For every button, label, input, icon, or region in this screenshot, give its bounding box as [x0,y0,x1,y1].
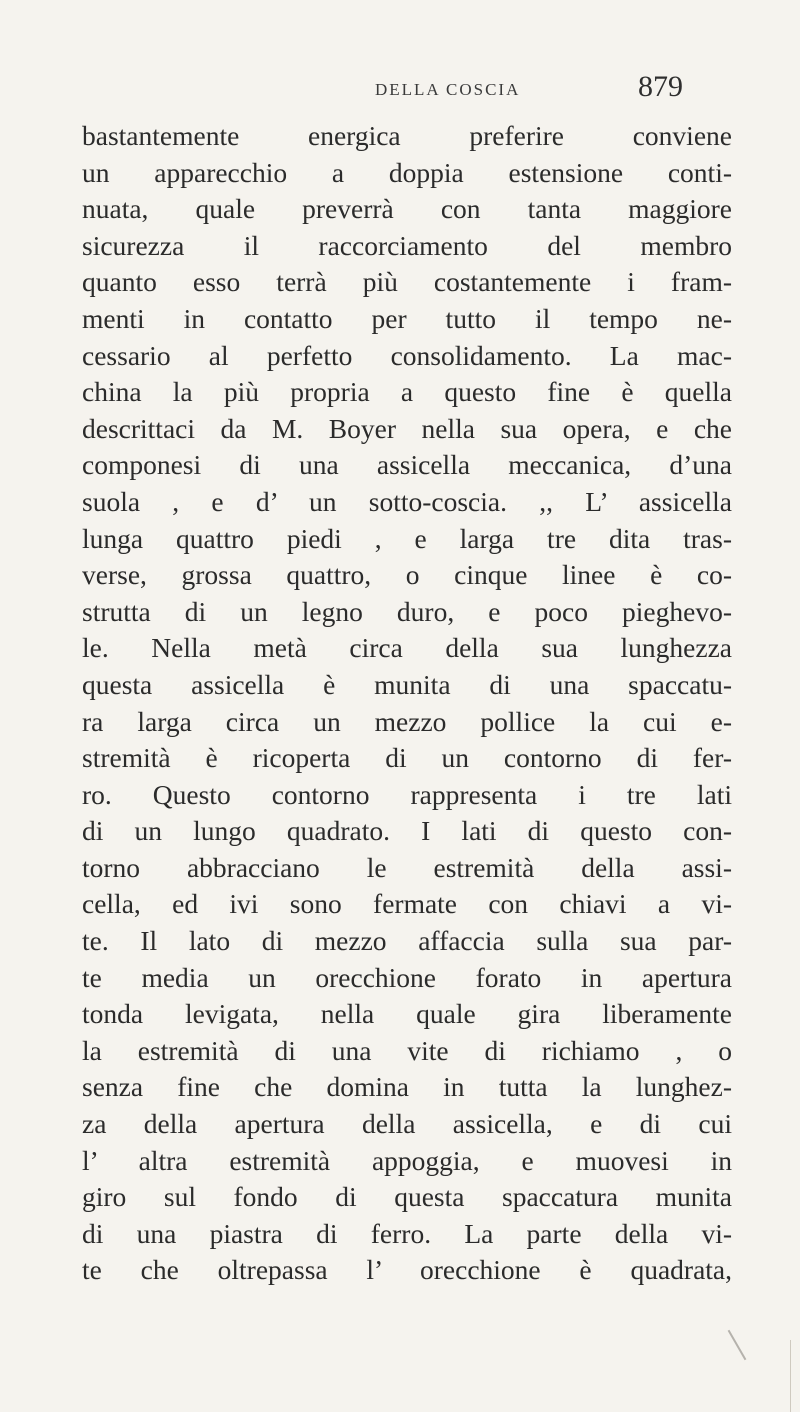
text-line: cessario al perfetto consolidamento. La mac- [82,339,732,371]
text-line: stremità è ricoperta di un contorno di fer- [82,742,732,774]
text-line: ra larga circa un mezzo pollice la cui e- [82,705,732,737]
text-line: menti in contatto per tutto il tempo ne- [82,302,732,334]
text-line: tonda levigata, nella quale gira liberamente [82,998,732,1030]
page-edge [790,1340,791,1412]
text-line: china la più propria a questo fine è quella [82,376,732,408]
text-line: l’ altra estremità appoggia, e muovesi in [82,1144,732,1176]
text-line: sicurezza il raccorciamento del membro [82,229,732,261]
text-line: giro sul fondo di questa spaccatura munita [82,1181,732,1213]
text-line: quanto esso terrà più costantemente i fram- [82,266,732,298]
text-line: descrittaci da M. Boyer nella sua opera, e che [82,412,732,444]
text-line: te che oltrepassa l’ orecchione è quadrata, [82,1254,732,1286]
text-line: la estremità di una vite di richiamo , o [82,1034,732,1066]
text-line: lunga quattro piedi , e larga tre dita tras- [82,522,732,554]
text-line: za della apertura della assicella, e di cui [82,1108,732,1140]
text-line: componesi di una assicella meccanica, d’una [82,449,732,481]
body-text [82,118,732,1289]
text-line: suola , e d’ un sotto-coscia. ,, L’ assicella [82,485,732,517]
text-line: nuata, quale preverrà con tanta maggiore [82,193,732,225]
text-line: cella, ed ivi sono fermate con chiavi a vi- [82,888,732,920]
page-number: 879 [638,70,683,103]
text-line: di una piastra di ferro. La parte della vi- [82,1217,732,1249]
text-line: te media un orecchione forato in apertura [82,961,732,993]
text-line: le. Nella metà circa della sua lunghezza [82,632,732,664]
text-line: bastantemente energica preferire conviene [82,120,732,151]
running-head: DELLA COSCIA [375,80,521,99]
scan-mark [728,1330,747,1360]
text-line: ro. Questo contorno rappresenta i tre lati [82,778,732,810]
text-line: questa assicella è munita di una spaccatu- [82,668,732,700]
text-line: strutta di un legno duro, e poco pieghevo- [82,595,732,627]
text-line: un apparecchio a doppia estensione conti- [82,156,732,188]
text-line: verse, grossa quattro, o cinque linee è co- [82,559,732,591]
text-line: di un lungo quadrato. I lati di questo con- [82,815,732,847]
text-line: senza fine che domina in tutta la lunghez- [82,1071,732,1103]
page-header [0,70,800,110]
text-line: te. Il lato di mezzo affaccia sulla sua par- [82,925,732,957]
text-line: torno abbracciano le estremità della assi- [82,851,732,883]
